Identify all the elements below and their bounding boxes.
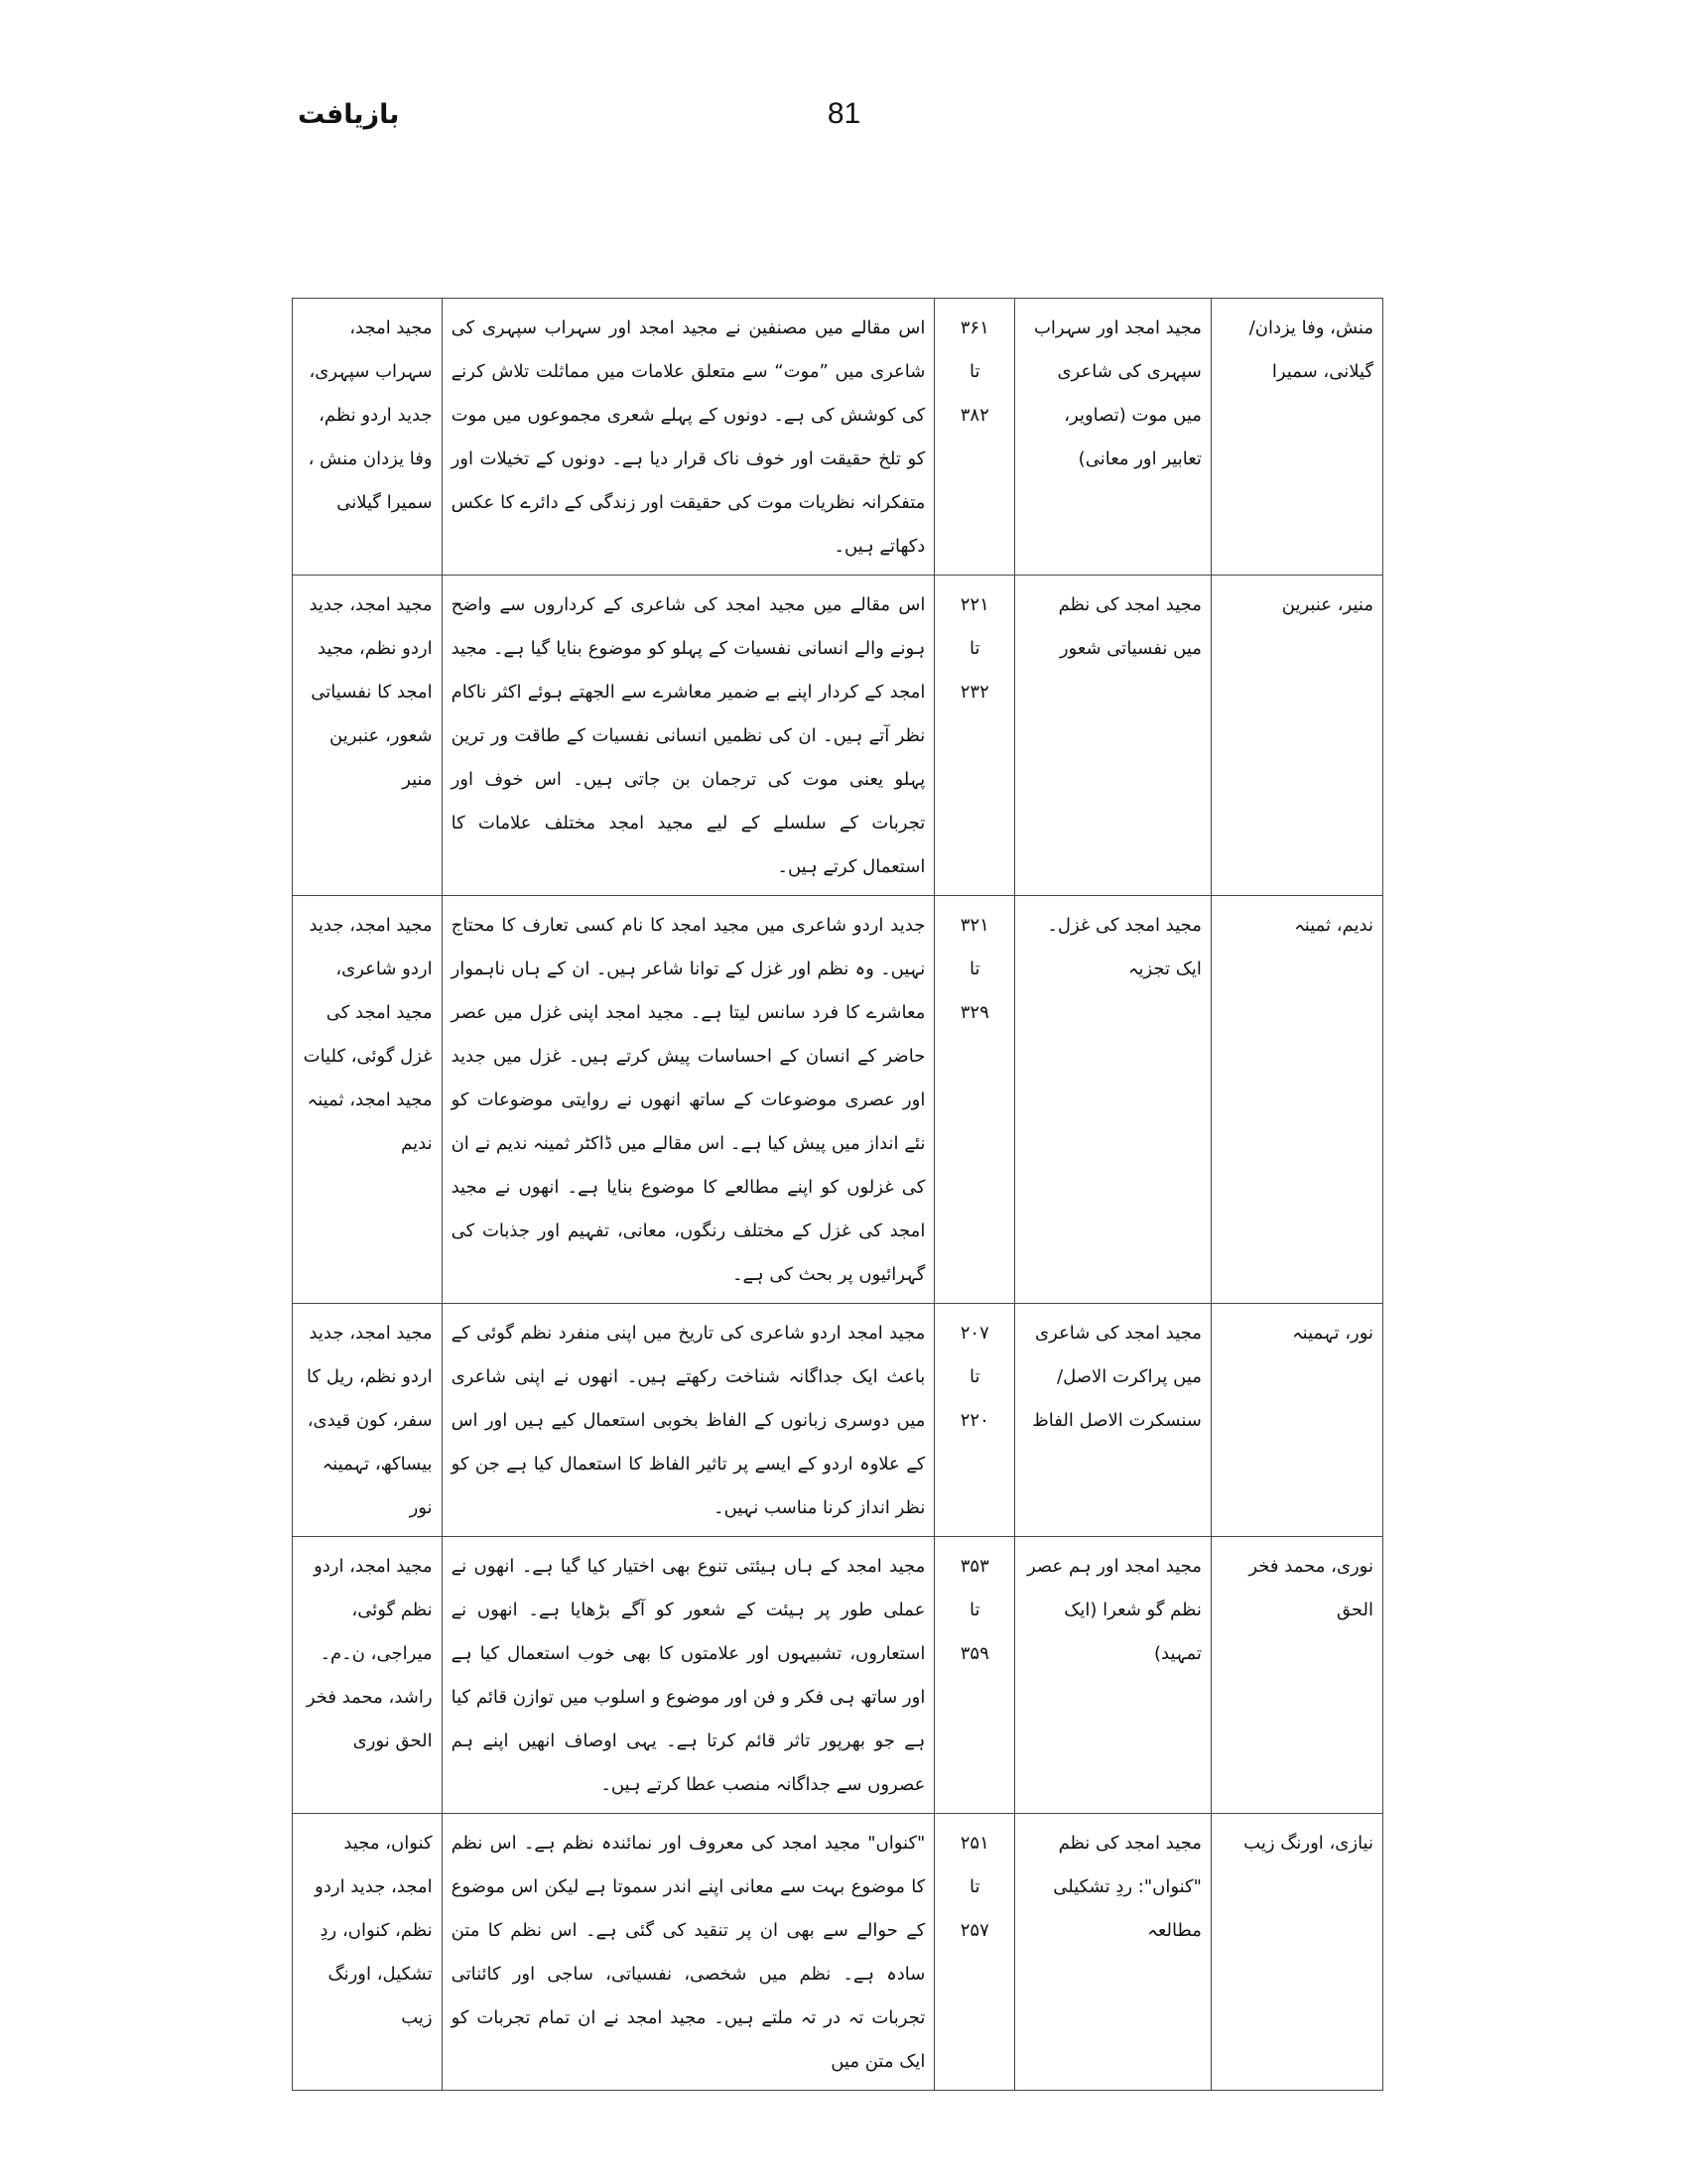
page-separator: تا [970,1366,980,1387]
page-start: ۲۲۱ [960,594,989,615]
author-cell: منش، وفا یزدان/ گیلانی، سمیرا [1211,299,1382,576]
author-cell: نوری، محمد فخر الحق [1211,1537,1382,1814]
table-row [293,576,1383,896]
abstract-cell: اس مقالے میں مجید امجد کی شاعری کے کرداروں سے واضح ہونے والے انسانی نفسیات کے پہلو کو موضوع بنایا گیا ہے۔ مجید امجد کے کردار اپنے بے ضمیر معاشرے سے الجھتے ہوئے اکثر ناکام نظر آتے ہیں۔ ان کی نظمیں انسانی نفسیات کے طاقت ور ترین پہلو یعنی موت کی ترجمان بن جاتی ہیں۔ اس خوف اور تجربات کے سلسلے کے لیے مجید امجد مختلف علامات کا استعمال کرتے ہیں۔ [442,576,935,896]
page-end: ۳۸۲ [960,405,989,426]
page-number: 81 [827,97,861,130]
keywords-cell: مجید امجد، اردو نظم گوئی، میراجی، ن۔م۔ راشد، محمد فخر الحق نوری [293,1537,443,1814]
abstract-cell: مجید امجد اردو شاعری کی تاریخ میں اپنی منفرد نظم گوئی کے باعث ایک جداگانہ شناخت رکھتے ہیں۔ انھوں نے اپنی شاعری میں دوسری زبانوں کے الفاظ بخوبی استعمال کیے ہیں اور اس کے علاوہ اردو کے ایسے پر تاثیر الفاظ کا استعمال کیا ہے جن کو نظر انداز کرنا مناسب نہیں۔ [442,1304,935,1537]
author-cell: نور، تہمینہ [1211,1304,1382,1537]
pages-cell [935,299,1015,576]
page-start: ۳۶۱ [960,318,989,338]
title-cell: مجید امجد کی غزل۔ ایک تجزیہ [1015,896,1212,1304]
pages-cell [935,1814,1015,2091]
abstract-cell: جدید اردو شاعری میں مجید امجد کا نام کسی تعارف کا محتاج نہیں۔ وہ نظم اور غزل کے توانا شاعر ہیں۔ ان کے ہاں ناہموار معاشرے کا فرد سانس لیتا ہے۔ مجید امجد اپنی غزل میں عصر حاضر کے انسان کے احساسات پیش کرتے ہیں۔ غزل میں جدید اور عصری موضوعات کے ساتھ انھوں نے روایتی موضوعات کو نئے انداز میں پیش کیا ہے۔ اس مقالے میں ڈاکٹر ثمینہ ندیم نے ان کی غزلوں کو اپنے مطالعے کا موضوع بنایا ہے۔ انھوں نے مجید امجد کی غزل کے مختلف رنگوں، معانی، تفہیم اور جذبات کی گہرائیوں پر بحث کی ہے۔ [442,896,935,1304]
title-cell: مجید امجد اور سہراب سپہری کی شاعری میں موت (تصاویر، تعابیر اور معانی) [1015,299,1212,576]
page-start: ۲۰۷ [960,1323,989,1344]
author-cell: نیازی، اورنگ زیب [1211,1814,1382,2091]
table-row [293,299,1383,576]
bibliography-table [292,298,1383,2091]
keywords-cell: کنواں، مجید امجد، جدید اردو نظم، کنواں، ردِ تشکیل، اورنگ زیب [293,1814,443,2091]
page-end: ۲۲۰ [960,1410,989,1431]
table-row [293,1304,1383,1537]
table-row [293,1814,1383,2091]
page-start: ۲۵۱ [960,1833,989,1854]
abstract-cell: "کنواں" مجید امجد کی معروف اور نمائندہ نظم ہے۔ اس نظم کا موضوع بہت سے معانی اپنے اندر سموتا ہے لیکن اس موضوع کے حوالے سے بھی ان پر تنقید کی گئی ہے۔ اس نظم کا متن سادہ ہے۔ نظم میں شخصی، نفسیاتی، ساجی اور کائناتی تجربات تہ در تہ ملتے ہیں۔ مجید امجد نے ان تمام تجربات کو ایک متن میں [442,1814,935,2091]
keywords-cell: مجید امجد، جدید اردو نظم، ریل کا سفر، کون قیدی، بیساکھ، تہمینہ نور [293,1304,443,1537]
author-cell: منیر، عنبرین [1211,576,1382,896]
keywords-cell: مجید امجد، سہراب سپہری، جدید اردو نظم، وفا یزدان منش ، سمیرا گیلانی [293,299,443,576]
table-row [293,896,1383,1304]
page-end: ۳۲۹ [960,1002,989,1023]
page-separator: تا [970,1600,980,1620]
page-separator: تا [970,361,980,382]
page-start: ۳۵۳ [960,1556,989,1577]
pages-cell [935,576,1015,896]
pages-cell [935,1304,1015,1537]
page-end: ۳۵۹ [960,1643,989,1664]
abstract-cell: مجید امجد کے ہاں ہیئتی تنوع بھی اختیار کیا گیا ہے۔ انھوں نے عملی طور پر ہیئت کے شعور کو آگے بڑھایا ہے۔ انھوں نے استعاروں، تشبیہوں اور علامتوں کا بھی خوب استعمال کیا ہے اور ساتھ ہی فکر و فن اور موضوع و اسلوب میں توازن قائم کیا ہے جو بھرپور تاثر قائم کرتا ہے۔ یہی اوصاف انھیں اپنے ہم عصروں سے جداگانہ منصب عطا کرتے ہیں۔ [442,1537,935,1814]
author-cell: ندیم، ثمینہ [1211,896,1382,1304]
page-separator: تا [970,1876,980,1897]
page-separator: تا [970,959,980,979]
title-cell: مجید امجد کی نظم "کنواں": ردِ تشکیلی مطالعہ [1015,1814,1212,2091]
table-row [293,1537,1383,1814]
keywords-cell: مجید امجد، جدید اردو شاعری، مجید امجد کی غزل گوئی، کلیات مجید امجد، ثمینہ ندیم [293,896,443,1304]
title-cell: مجید امجد کی شاعری میں پراکرت الاصل/ سنسکرت الاصل الفاظ [1015,1304,1212,1537]
page-start: ۳۲۱ [960,915,989,936]
title-cell: مجید امجد اور ہم عصر نظم گو شعرا (ایک تمہید) [1015,1537,1212,1814]
journal-title: بازیافت [298,99,400,130]
pages-cell [935,1537,1015,1814]
page-separator: تا [970,638,980,659]
pages-cell [935,896,1015,1304]
title-cell: مجید امجد کی نظم میں نفسیاتی شعور [1015,576,1212,896]
keywords-cell: مجید امجد، جدید اردو نظم، مجید امجد کا نفسیاتی شعور، عنبرین منیر [293,576,443,896]
abstract-cell: اس مقالے میں مصنفین نے مجید امجد اور سہراب سپہری کی شاعری میں ”موت“ سے متعلق علامات میں مماثلت تلاش کرنے کی کوشش کی ہے۔ دونوں کے پہلے شعری مجموعوں میں موت کو تلخ حقیقت اور خوف ناک قرار دیا ہے۔ دونوں کے تخیلات اور متفکرانہ نظریات موت کی حقیقت اور زندگی کے دائرے کا عکس دکھاتے ہیں۔ [442,299,935,576]
page-end: ۲۳۲ [960,682,989,703]
page-end: ۲۵۷ [960,1920,989,1941]
